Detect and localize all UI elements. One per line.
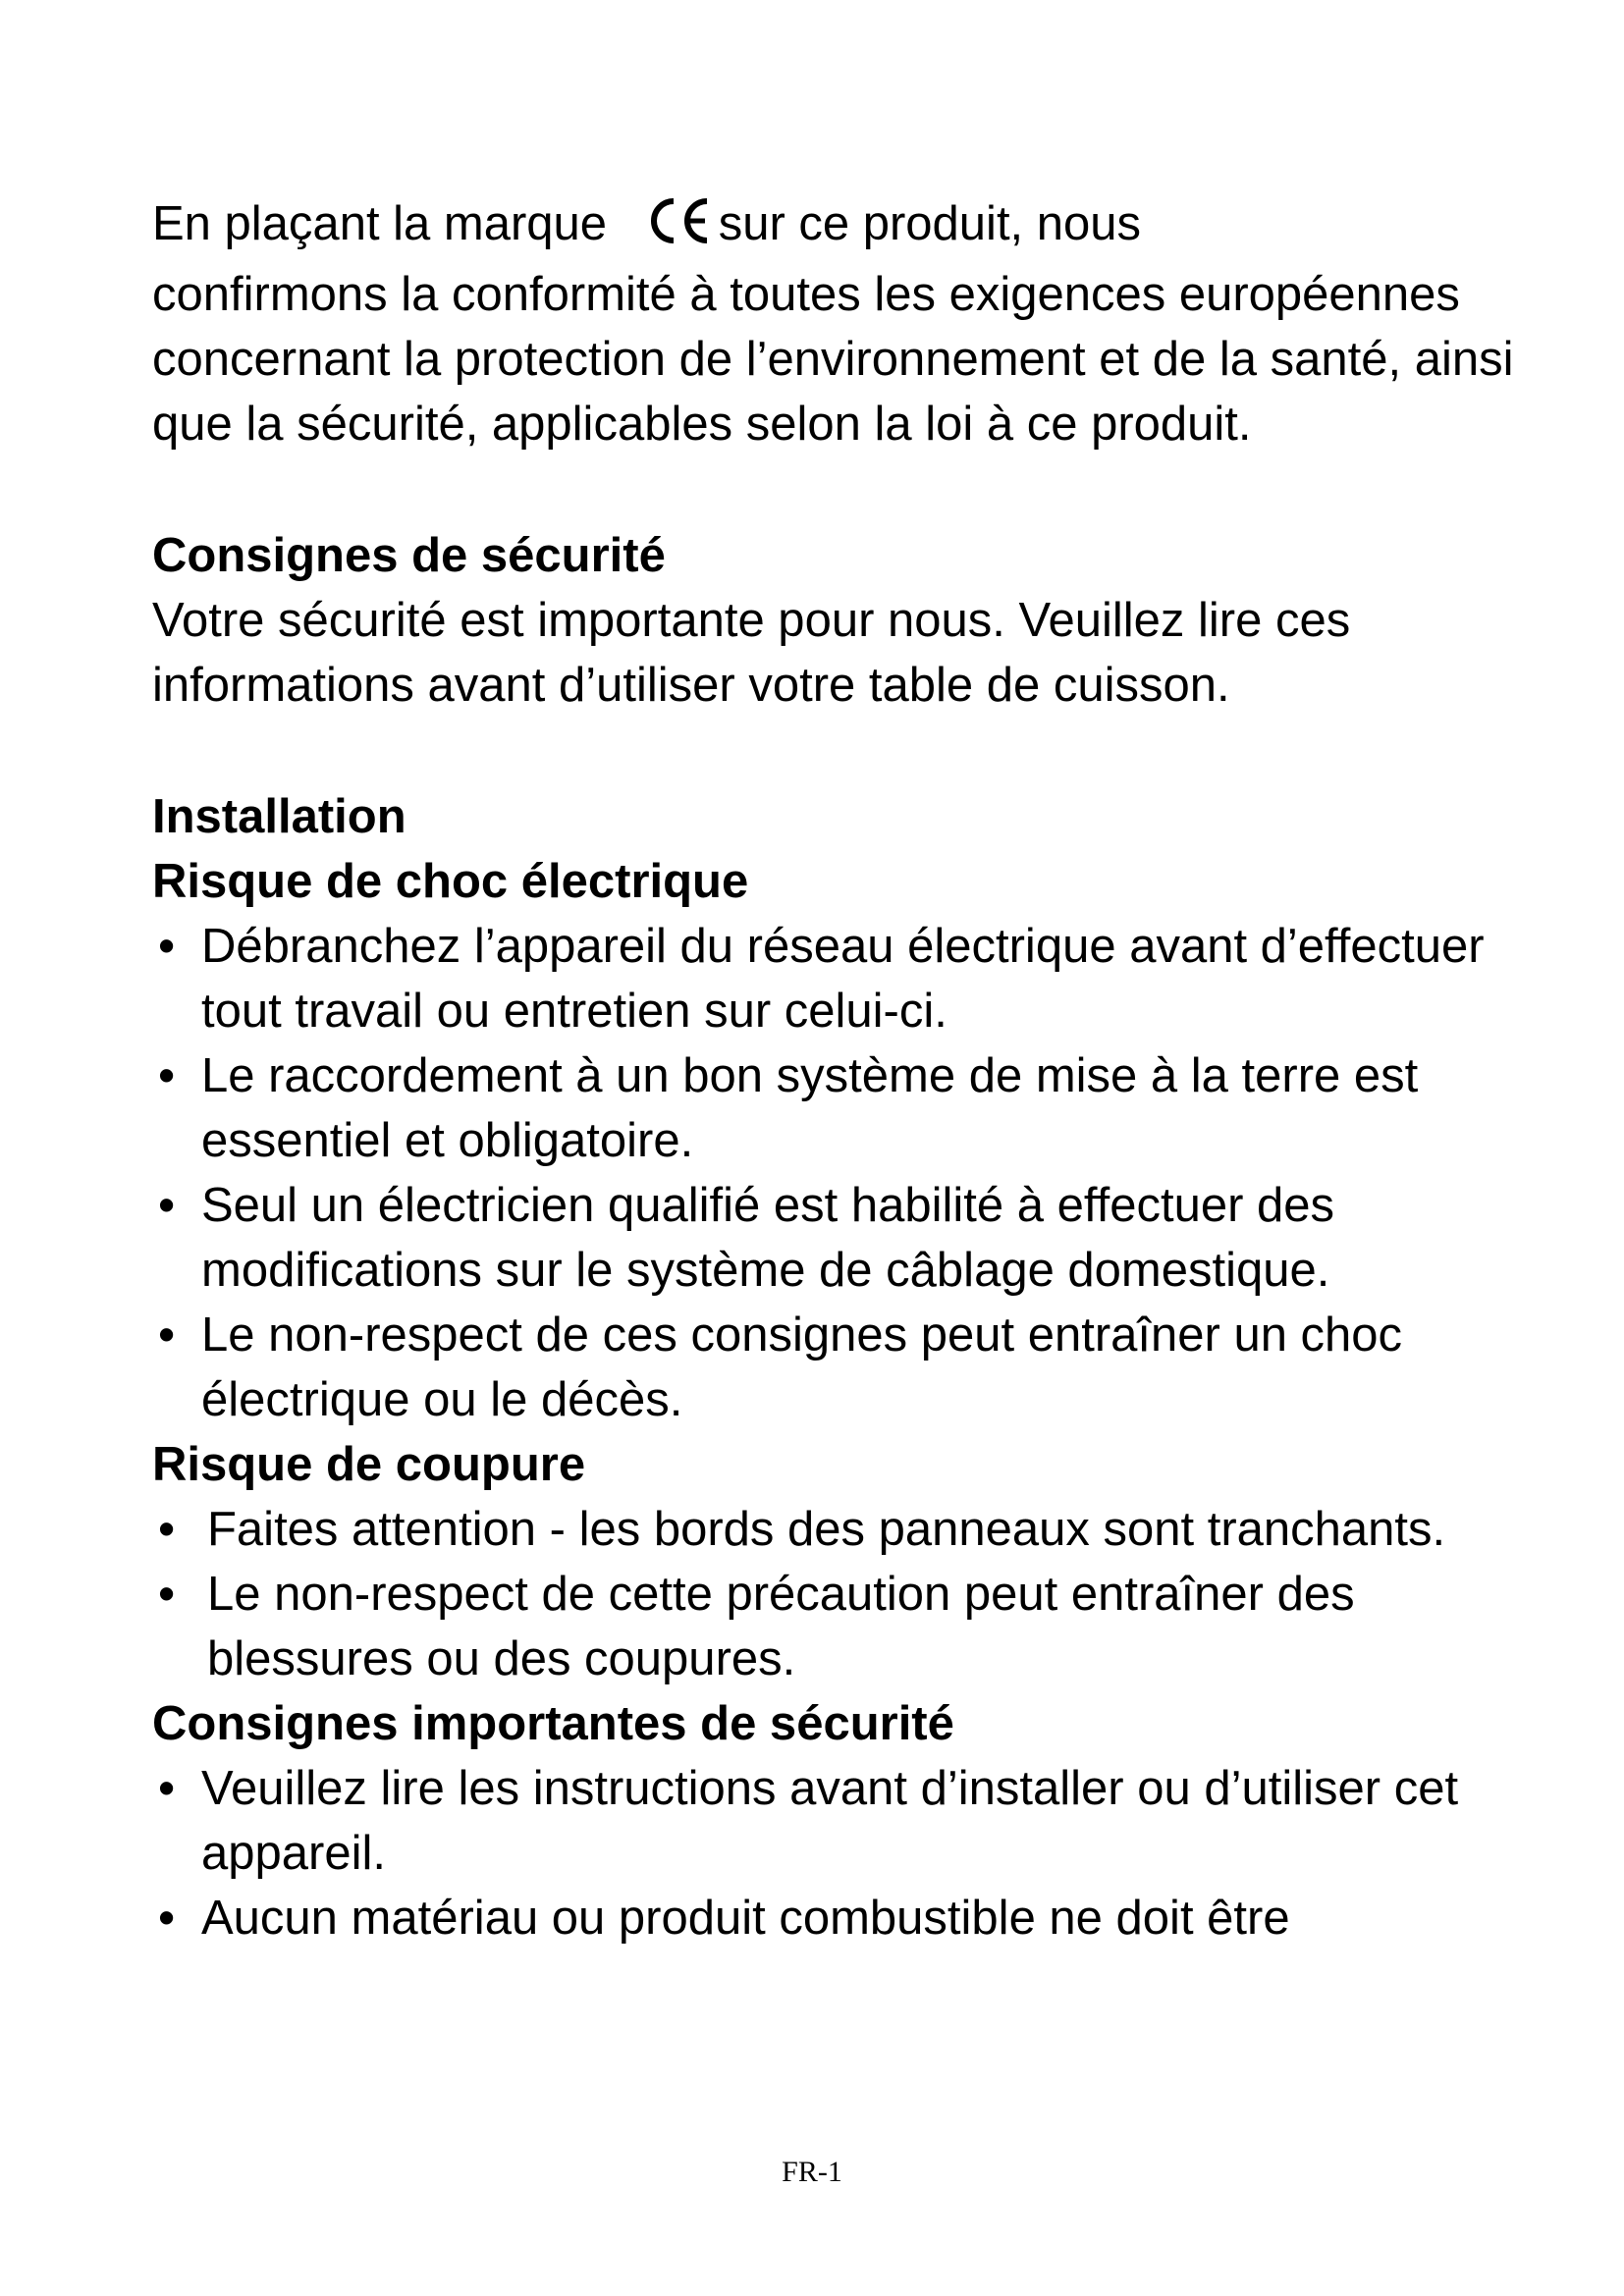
list-item (152, 1562, 1527, 1691)
installation-section (152, 784, 1527, 1950)
list-item-text: Le raccordement à un bon système de mise à la terre est essentiel et obligatoire. (201, 1049, 1419, 1167)
list-item-text: Veuillez lire les instructions avant d’installer ou d’utiliser cet appareil. (201, 1762, 1459, 1880)
intro-text-before-mark: En plaçant la marque (152, 197, 608, 250)
cut-risk-heading: Risque de coupure (152, 1438, 586, 1491)
important-safety-list (152, 1756, 1527, 1950)
important-safety-heading: Consignes importantes de sécurité (152, 1697, 954, 1750)
list-item-text: Le non-respect de ces consignes peut entraîner un choc électrique ou le décès. (201, 1308, 1403, 1426)
ce-mark-logo (648, 196, 713, 262)
list-item (152, 1497, 1527, 1562)
electric-shock-list (152, 914, 1527, 1432)
bullet-icon: • (158, 1308, 176, 1362)
list-item-text: Faites attention - les bords des panneaux sont tranchants. (207, 1503, 1446, 1556)
page-number: FR-1 (782, 2156, 842, 2188)
list-item-text: Le non-respect de cette précaution peut entraîner des blessures ou des coupures. (207, 1568, 1355, 1685)
document-page (152, 191, 1527, 1950)
cut-risk-list (152, 1497, 1527, 1691)
bullet-icon: • (158, 920, 176, 973)
intro-text-rest: confirmons la conformité à toutes les exigences européennes concernant la protection de l’environnement et de la santé, ainsi que la sécurité, applicables selon la loi à ce produit. (152, 268, 1514, 451)
bullet-icon: • (158, 1762, 176, 1815)
bullet-icon: • (158, 1892, 176, 1945)
installation-heading: Installation (152, 790, 406, 843)
safety-text: Votre sécurité est importante pour nous. Veuillez lire ces informations avant d’utiliser votre table de cuisson. (152, 594, 1351, 712)
bullet-icon: • (158, 1568, 176, 1621)
intro-text-after-mark: sur ce produit, nous (718, 197, 1142, 250)
list-item (152, 914, 1527, 1043)
ce-conformity-paragraph (152, 191, 1527, 456)
bullet-icon: • (158, 1049, 176, 1102)
list-item (152, 1303, 1527, 1432)
list-item (152, 1043, 1527, 1173)
list-item (152, 1886, 1527, 1950)
bullet-icon: • (158, 1503, 176, 1556)
list-item (152, 1173, 1527, 1303)
bullet-icon: • (158, 1179, 176, 1232)
list-item-text: Débranchez l’appareil du réseau électrique avant d’effectuer tout travail ou entretien sur celui-ci. (201, 920, 1485, 1038)
list-item (152, 1756, 1527, 1886)
electric-shock-heading: Risque de choc électrique (152, 855, 749, 908)
list-item-text: Seul un électricien qualifié est habilité à effectuer des modifications sur le système de câblage domestique. (201, 1179, 1335, 1297)
safety-heading: Consignes de sécurité (152, 529, 666, 582)
list-item-text: Aucun matériau ou produit combustible ne doit être (201, 1892, 1290, 1945)
safety-section (152, 523, 1527, 718)
intro-first-line (152, 191, 1527, 262)
